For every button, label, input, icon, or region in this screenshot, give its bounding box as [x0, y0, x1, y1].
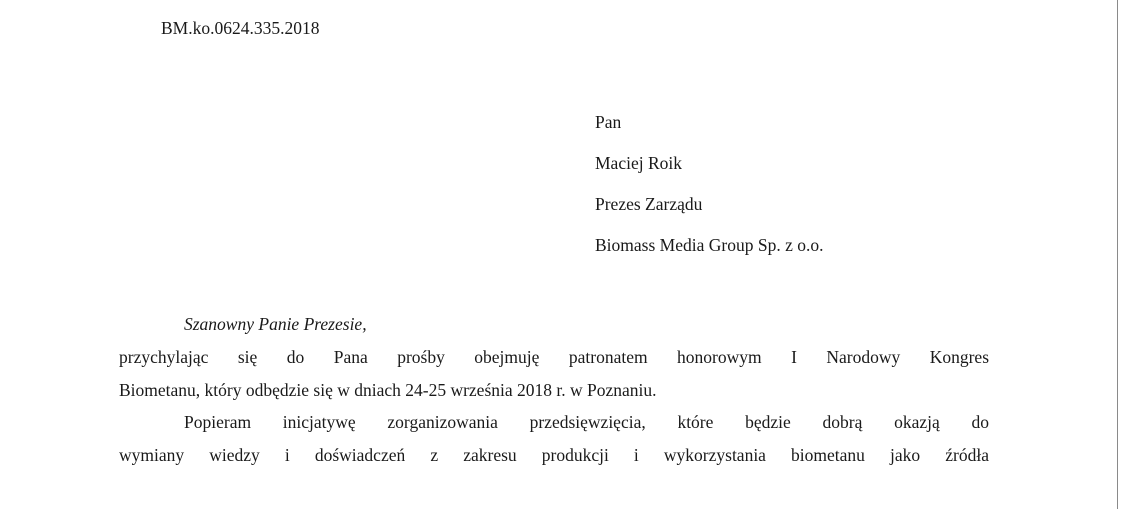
addressee-line: Maciej Roik	[595, 153, 682, 173]
addressee-line: Prezes Zarządu	[595, 194, 703, 214]
body-line: przychylając się do Pana prośby obejmuję patronatem honorowym I Narodowy Kongres	[119, 347, 989, 367]
body-line: Biometanu, który odbędzie się w dniach 24-25 września 2018 r. w Poznaniu.	[119, 379, 657, 400]
reference-number: BM.ko.0624.335.2018	[161, 18, 320, 38]
body-line: wymiany wiedzy i doświadczeń z zakresu produkcji i wykorzystania biometanu jako źródła	[119, 444, 989, 465]
addressee-block	[595, 112, 823, 276]
addressee-line: Biomass Media Group Sp. z o.o.	[595, 235, 824, 255]
page-edge-line	[1117, 0, 1118, 509]
salutation: Szanowny Panie Prezesie,	[184, 314, 367, 334]
letter-body	[119, 347, 989, 477]
body-line: Popieram inicjatywę zorganizowania przedsięwzięcia, które będzie dobrą okazją do	[184, 412, 989, 432]
addressee-line: Pan	[595, 112, 622, 132]
